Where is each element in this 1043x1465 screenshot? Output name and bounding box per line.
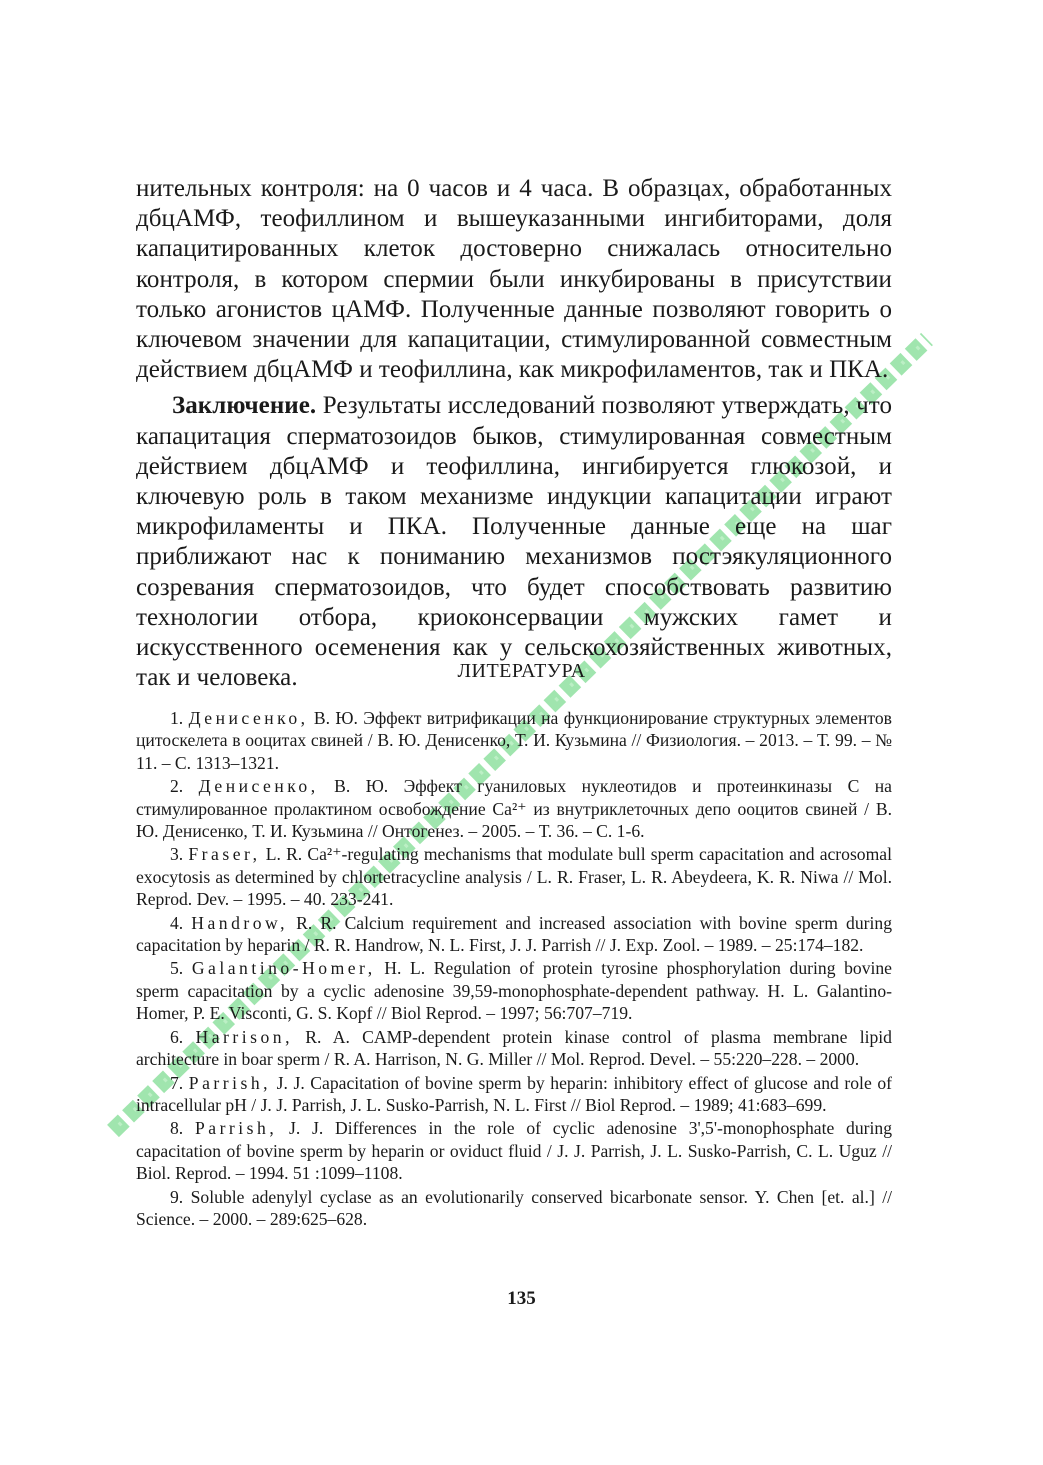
reference-item: [136, 957, 892, 1024]
reference-details: В. Ю. Эффект витрификации на функционирование структурных элементов цитоскелета в ооцитах свиней / В. Ю. Денисенко, Т. И. Кузьмина // Физиология. – 2013. – Т. 99. – № 11. – С. 1313–1321.: [136, 708, 892, 773]
reference-author: Galantino-Homer,: [191, 958, 376, 979]
reference-number: 3.: [170, 844, 184, 865]
reference-number: 2.: [170, 776, 184, 797]
reference-author: Parrish,: [188, 1072, 272, 1093]
reference-author: Fraser,: [188, 844, 261, 865]
references-list: [136, 707, 892, 1231]
reference-item: [136, 843, 892, 910]
reference-details: Soluble adenylyl cyclase as an evolutionarily conserved bicarbonate sensor. Y. Chen [et. al.] // Science. – 2000. – 289:625–628.: [136, 1186, 893, 1229]
reference-details: R. A. CAMP-dependent protein kinase control of plasma membrane lipid architecture in boar sperm / R. A. Harrison, N. G. Miller // Mol. Reprod. Devel. – 55:220–228. – 2000.: [136, 1026, 892, 1070]
reference-item: [136, 775, 892, 842]
reference-item: [136, 1117, 892, 1184]
reference-details: J. J. Differences in the role of cyclic adenosine 3',5'-monophosphate during capacitation of bovine sperm by heparin or oviduct fluid / J. J. Parrish, J. L. Susko-Parrish, C. L. Uguz // Biol. Reprod. – 1994. 51 :1099–1108.: [136, 1118, 892, 1184]
conclusion-lead: Заключение.: [172, 392, 317, 420]
reference-item: [136, 1072, 892, 1117]
paragraph-conclusion: [136, 391, 892, 693]
reference-details: L. R. Ca²⁺-regulating mechanisms that modulate bull sperm capacitation and acrosomal exocytosis as determined by chlortetracycline analysis / L. R. Fraser, L. R. Abeydeera, K. R. Niwa // Mol. Reprod. Dev. – 1995. – 40. 233-241.: [136, 844, 892, 910]
main-body-text: [136, 174, 892, 699]
reference-number: 4.: [170, 912, 184, 933]
reference-number: 9.: [170, 1186, 184, 1207]
reference-item: [136, 912, 892, 957]
reference-author: Parrish,: [194, 1118, 278, 1139]
reference-number: 7.: [170, 1072, 184, 1093]
reference-author: Денисенко,: [188, 708, 309, 728]
reference-details: R. R. Calcium requirement and increased association with bovine sperm during capacitation by heparin / R. R. Handrow, N. L. First, J. J. Parrish // J. Exp. Zool. – 1989. – 25:174–182.: [136, 912, 892, 956]
reference-item: [136, 1186, 892, 1231]
reference-number: 6.: [170, 1026, 184, 1047]
reference-item: [136, 707, 892, 774]
reference-details: J. J. Capacitation of bovine sperm by heparin: inhibitory effect of glucose and role of intracellular pH / J. J. Parrish, J. L. Susko-Parrish, N. L. First // Biol Reprod. – 1989; 41:683–699.: [136, 1072, 892, 1115]
reference-number: 1.: [170, 708, 184, 728]
references-heading: ЛИТЕРАТУРА: [457, 660, 586, 682]
reference-details: В. Ю. Эффект гуаниловых нуклеотидов и протеинкиназы С на стимулированное пролактином освобождение Ca²⁺ из внутриклеточных депо ооцитов свиней / В. Ю. Денисенко, Т. И. Кузьмина // Онтогенез. – 2005. – Т. 36. – С. 1-6.: [136, 776, 892, 842]
conclusion-text: Результаты исследований позволяют утверждать, что капацитация сперматозоидов быков, стимулированная совместным действием дбцАМФ и теофиллина, ингибируется глюкозой, и ключевую роль в таком механизме индукции капацитации играют микрофиламенты и ПКА. Полученные данные еще на шаг приближают нас к пониманию механизмов постэякуляционного созревания сперматозоидов, что будет способствовать развитию технологии отбора, криоконсервации мужских гамет и искусственного осеменения как у сельскохозяйственных животных, так и человека.: [136, 392, 892, 692]
reference-details: H. L. Regulation of protein tyrosine phosphorylation during bovine sperm capacitation by a cyclic adenosine 39,59-monophosphate-dependent pathway. H. L. Galantino-Homer, P. E. Visconti, G. S. Kopf // Biol Reprod. – 1997; 56:707–719.: [136, 958, 892, 1024]
reference-number: 8.: [170, 1118, 184, 1139]
reference-author: Harrison,: [195, 1026, 293, 1047]
reference-number: 5.: [170, 958, 184, 979]
page-number: 135: [507, 1288, 536, 1309]
reference-author: Handrow,: [191, 912, 289, 933]
reference-item: [136, 1026, 892, 1071]
paragraph-results: нительных контроля: на 0 часов и 4 часа. В образцах, обработанных дбцАМФ, теофиллином и вышеуказанными ингибиторами, доля капацитированных клеток достоверно снижалась относительно контроля, в котором спермии были инкубированы в присутствии только агонистов цАМФ. Полученные данные позволяют говорить о ключевом значении для капацитации, стимулированной совместным действием дбцАМФ и теофиллина, как микрофиламентов, так и ПКА.: [136, 175, 892, 384]
reference-author: Денисенко,: [198, 776, 319, 797]
